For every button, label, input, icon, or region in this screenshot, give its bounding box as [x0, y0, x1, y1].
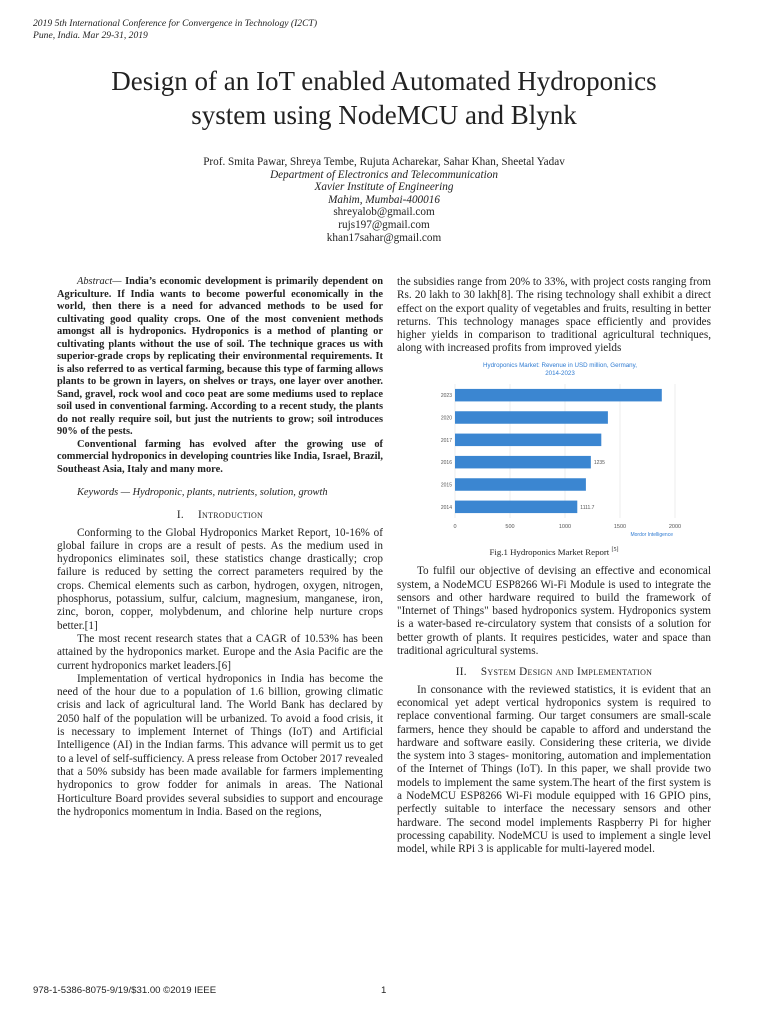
- chart-title-line-1: Hydroponics Market: Revenue in USD million, Germany,: [483, 361, 637, 369]
- author-names: Prof. Smita Pawar, Shreya Tembe, Rujuta Acharekar, Sahar Khan, Sheetal Yadav: [203, 156, 565, 168]
- intro-paragraph-5: To fulfil our objective of devising an effective and economical system, a NodeMCU ESP8266 Wi-Fi Module is used to integrate the sensors and other hardware required to build the framework of "Internet of Things" based hydroponics system. Hydroponics system is a water-based re-circulatory system that consists of a solution for better growth of plants. It requires pesticides, water and space than traditional agricultural systems.: [397, 565, 711, 658]
- chart-title: [425, 362, 695, 378]
- right-column: [397, 276, 711, 857]
- bar: [455, 411, 608, 424]
- y-tick-label: 2023: [440, 392, 452, 399]
- title-line-1: Design of an IoT enabled Automated Hydroponics: [111, 66, 657, 96]
- section-heading-system-design: [397, 666, 711, 679]
- email-3[interactable]: khan17sahar@gmail.com: [326, 231, 442, 244]
- figure-1: [425, 362, 695, 542]
- title-line-2: system using NodeMCU and Blynk: [191, 100, 577, 130]
- abstract-body: India’s economic development is primarily dependent on Agriculture. If India wants to become powerful economically in the world, then there is a need for advanced methods to be used for cultivating good quality crops. One of the most convenient methods amongst all is hydroponics. Hydroponics is a method of planting or cultivating plants without the use of soil. The technique graces us with superior-grade crops by replicating their environmental requirements. It is also referred to as vertical farming, because this type of farming allows plants to be grown in layers, on shelves or trays, one layer over another. Sand, gravel, rock wool and coco peat are some mediums used to replace soil used in conventional farming. According to a recent study, the plants do not really require soil, but just the nutrients to grow; soil introduces 90% of the pests.: [57, 276, 383, 437]
- chart-title-line-2: 2014-2023: [545, 369, 575, 377]
- left-column: [57, 276, 383, 819]
- figure-caption: [397, 544, 711, 559]
- department: Department of Electronics and Telecommunication: [270, 168, 498, 181]
- brand-logo-text: Mordor Intelligence: [630, 531, 673, 538]
- bar-chart: [425, 378, 695, 538]
- bar: [455, 478, 586, 491]
- intro-paragraph-1: Conforming to the Global Hydroponics Market Report, 10-16% of global failure in crops are a result of pests. As the medium used in hydroponics eliminates soil, these statistics change drastically; crop failure is reduced by setting the correct parameters required by the crops. Chemical elements such as carbon, hydrogen, oxygen, nitrogen, phosphorus, potassium, sulfur, calcium, magnesium, manganese, iron, zinc, boron, copper, molybdenum, and chlorine help nurture crops better.[1]: [57, 526, 383, 632]
- footer-isbn: 978-1-5386-8075-9/19/$31.00 ©2019 IEEE: [33, 985, 217, 996]
- figure-caption-text: Fig.1 Hydroponics Market Report: [489, 547, 610, 557]
- x-tick-label: 2000: [668, 523, 682, 530]
- intro-paragraph-2: The most recent research states that a CAGR of 10.53% has been attained by the hydroponics market. Europe and the Asia Pacific are the current hydroponics market leaders.[6]: [57, 632, 383, 672]
- x-tick-label: 0: [453, 523, 457, 530]
- section-title: System Design and Implementation: [480, 666, 653, 679]
- page-number: 1: [381, 985, 387, 996]
- conference-header: [33, 18, 317, 42]
- section-heading-introduction: [57, 509, 383, 522]
- email-2[interactable]: rujs197@gmail.com: [338, 218, 430, 231]
- figure-caption-ref: [5]: [611, 547, 619, 554]
- keywords: Keywords — Hydroponic, plants, nutrients, solution, growth: [77, 487, 328, 498]
- y-tick-label: 2015: [440, 482, 452, 489]
- bar: [455, 500, 577, 513]
- conference-name: 2019 5th International Conference for Convergence in Technology (I2CT): [33, 18, 318, 29]
- y-tick-label: 2017: [440, 437, 452, 444]
- institute: Xavier Institute of Engineering: [314, 181, 454, 194]
- email-1[interactable]: shreyalob@gmail.com: [333, 206, 435, 219]
- y-tick-label: 2016: [440, 459, 452, 466]
- abstract-lead: Abstract—: [77, 276, 122, 287]
- x-tick-label: 1000: [558, 523, 572, 530]
- bar: [455, 389, 662, 402]
- abstract-body-2: Conventional farming has evolved after the growing use of commercial hydroponics in developing countries like India, Israel, Brazil, Southeast Asia, Italy and many more.: [57, 438, 383, 475]
- section-title: Introduction: [198, 509, 264, 522]
- paper-title: [40, 64, 728, 132]
- intro-paragraph-3: Implementation of vertical hydroponics in India has become the need of the hour due to a population of 1.6 billion, growing climatic crisis and lack of agricultural land. The World Bank has declared by 2050 half of the population will be urbanized. To avoid a food crisis, it is necessary to implement Internet of Things (IoT) and Artificial Intelligence (AI) in the Indian farms. This advance will permit us to get to a level of self-sufficiency. A press release from October 2017 revealed that a 50% subsidy has been made available for farmers implementing hydroponics to grow fodder for animals in areas. The National Horticulture Board provides several subsidies to support and encourage the hydroponics momentum in India. Based on the regions,: [57, 672, 383, 818]
- address: Mahim, Mumbai-400016: [328, 193, 440, 206]
- section-number: I.: [176, 509, 184, 522]
- conference-location: Pune, India. Mar 29-31, 2019: [33, 30, 148, 41]
- system-paragraph-1: In consonance with the reviewed statistics, it is evident that an economical yet adept vertical hydroponics system is required to replace conventional farming. Our target consumers are small-scale farmers, hence they should be capable to afford and understand the hardware and software easily. Considering these criteria, we divide the system into 3 stages- monitoring, automation and implementation of the Internet of Things (IoT). In this paper, we shall provide two models to implement the same system.The heart of the first system is a NodeMCU ESP8266 Wi-Fi module equipped with 16 GPIO pins, perfectly suitable to interface the necessary sensors and other hardware. The second model implements Raspberry Pi for higher processing capability. NodeMCU is used to implement a single level model, while RPi 3 is applicable for multi-layered model.: [397, 683, 711, 856]
- y-tick-label: 2014: [440, 504, 452, 511]
- author-block: [0, 156, 768, 244]
- intro-paragraph-4: the subsidies range from 20% to 33%, with project costs ranging from Rs. 20 lakh to 30 lakh[8]. The rising technology shall exhibit a direct effect on the export quality of vegetables and fruits, resulting in better returns. This technology manages space efficiently and provides higher yields in comparison to traditional agricultural techniques, along with increased profits from improved yields: [397, 276, 711, 355]
- data-label: 1111.7: [580, 504, 595, 511]
- bar: [455, 456, 591, 469]
- y-tick-label: 2020: [440, 415, 452, 422]
- x-tick-label: 1500: [613, 523, 627, 530]
- bar: [455, 433, 601, 446]
- data-label: 1235: [593, 459, 605, 466]
- abstract: [57, 276, 383, 439]
- section-number: II.: [455, 666, 467, 679]
- x-tick-label: 500: [505, 523, 515, 530]
